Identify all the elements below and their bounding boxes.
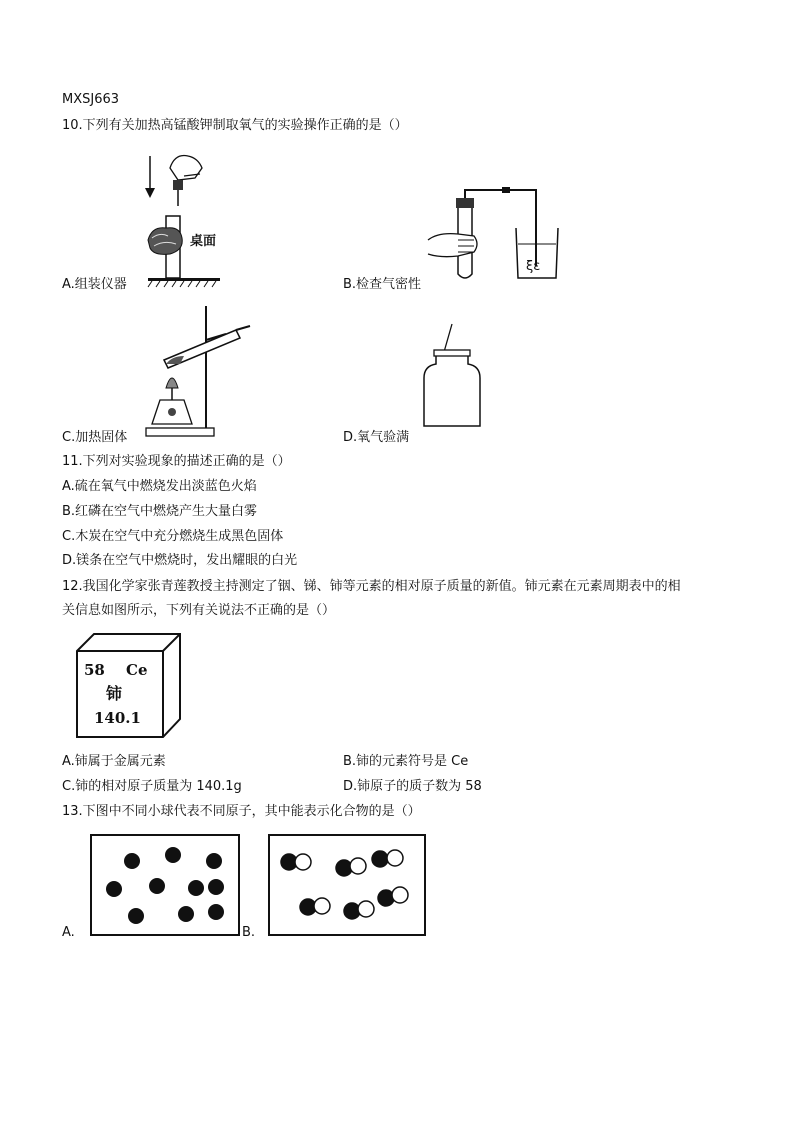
question-10-option-b: B.检查气密性: [343, 277, 422, 292]
question-12-option-b: B.铈的元素符号是 Ce: [343, 754, 469, 769]
element-card-cerium: [76, 633, 181, 738]
element-atomic-number: 58: [84, 661, 105, 679]
question-12-stem-line2: 关信息如图所示，下列有关说法不正确的是（）: [62, 603, 336, 618]
question-10-option-d: D.氧气验满: [343, 430, 410, 445]
question-12-option-d: D.铈原子的质子数为 58: [343, 779, 482, 794]
question-10-stem: 10.下列有关加热高锰酸钾制取氧气的实验操作正确的是（）: [62, 118, 408, 133]
element-atomic-mass: 140.1: [94, 709, 141, 727]
molecule-box-b: [268, 834, 426, 936]
question-11-option-b: B.红磷在空气中燃烧产生大量白雾: [62, 504, 258, 519]
figure-oxygen-full-test: [420, 320, 484, 428]
question-12-option-c: C.铈的相对原子质量为 140.1g: [62, 779, 242, 794]
question-13-stem: 13.下图中不同小球代表不同原子，其中能表示化合物的是（）: [62, 804, 421, 819]
molecule-box-a: [90, 834, 240, 936]
svg-text:ξε: ξε: [526, 259, 541, 274]
figure-check-airtightness: [424, 178, 564, 284]
element-name: 铈: [106, 684, 123, 703]
question-11-stem: 11.下列对实验现象的描述正确的是（）: [62, 454, 291, 469]
question-12-stem-line1: 12.我国化学家张青莲教授主持测定了铟、锑、铈等元素的相对原子质量的新值。铈元素在元素周期表中的相: [62, 579, 681, 594]
question-10-option-c: C.加热固体: [62, 430, 128, 445]
figure-heat-solid: [140, 304, 255, 440]
question-12-option-a: A.铈属于金属元素: [62, 754, 166, 769]
exam-code: MXSJ663: [62, 92, 120, 107]
question-11-option-a: A.硫在氧气中燃烧发出淡蓝色火焰: [62, 479, 257, 494]
question-11-option-d: D.镁条在空气中燃烧时，发出耀眼的白光: [62, 553, 298, 568]
question-11-option-c: C.木炭在空气中充分燃烧生成黑色固体: [62, 529, 284, 544]
question-13-option-b: B.: [242, 925, 256, 940]
question-10-option-a: A.组装仪器: [62, 277, 127, 292]
table-surface-label: 桌面: [190, 234, 217, 249]
figure-assemble-apparatus: [140, 148, 225, 293]
element-symbol: Ce: [126, 661, 148, 679]
question-13-option-a: A.: [62, 925, 75, 940]
